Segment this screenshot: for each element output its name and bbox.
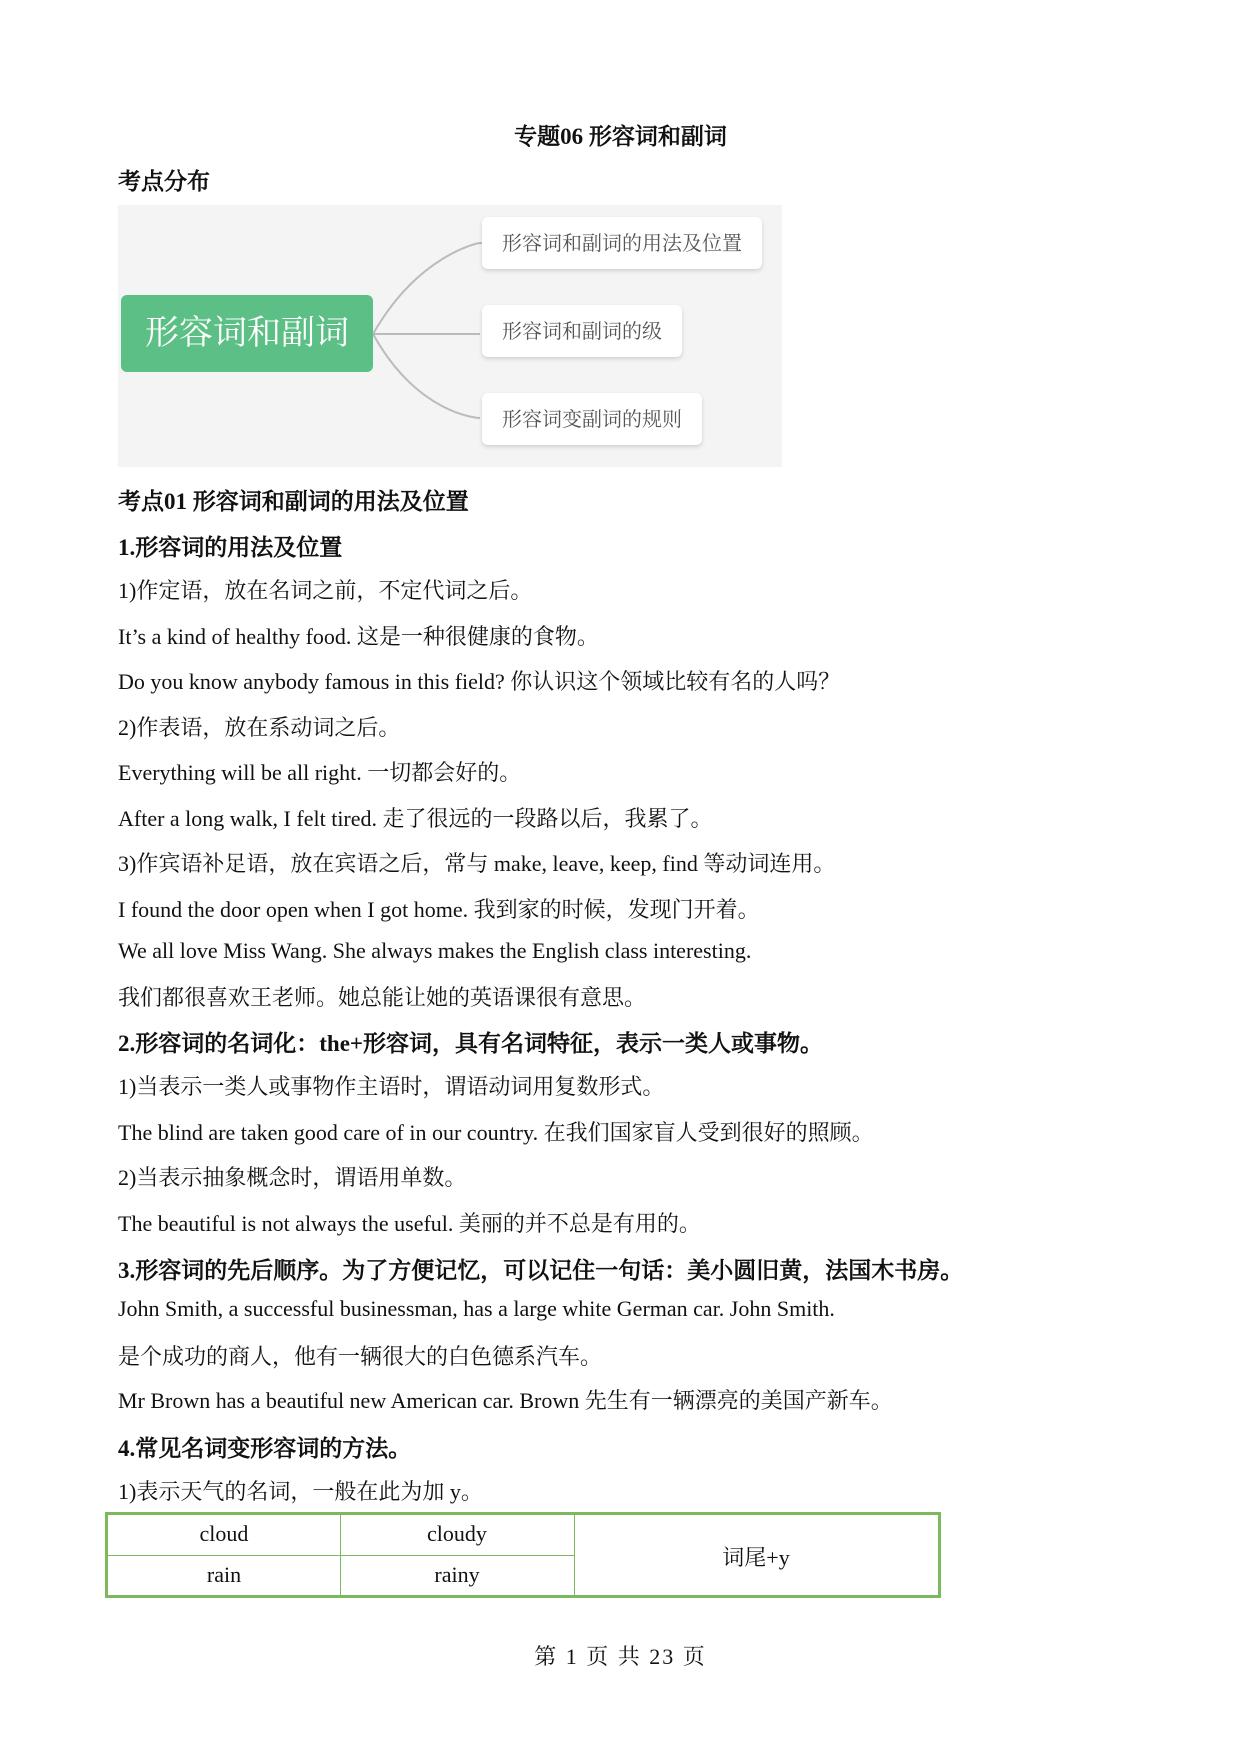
text-line: 1)当表示一类人或事物作主语时，谓语动词用复数形式。 [118,1074,665,1099]
example-line: Everything will be all right. 一切都会好的。 [118,760,522,785]
rule-table [105,1512,941,1598]
text-line: 2)当表示抽象概念时，谓语用单数。 [118,1165,467,1190]
mind-map-leaf: 形容词和副词的用法及位置 [482,217,762,269]
topic-heading: 考点01 形容词和副词的用法及位置 [118,489,469,514]
table-divider [108,1555,574,1556]
text-line: 3)作宾语补足语，放在宾语之后，常与 make, leave, keep, find 等动词连用。 [118,851,836,876]
example-line: Do you know anybody famous in this field? 你认识这个领域比较有名的人吗？ [118,669,841,694]
example-line: 是个成功的商人，他有一辆很大的白色德系汽车。 [118,1344,603,1369]
text-line: 1)作定语，放在名词之前，不定代词之后。 [118,578,533,603]
example-line: John Smith, a successful businessman, has a large white German car. John Smith. [118,1296,835,1321]
subheading: 1.形容词的用法及位置 [118,535,343,560]
example-line: It’s a kind of healthy food. 这是一种很健康的食物。 [118,624,599,649]
subheading: 4.常见名词变形容词的方法。 [118,1436,412,1461]
mind-map-leaf: 形容词变副词的规则 [482,393,702,445]
text-line: 1)表示天气的名词，一般在此为加 y。 [118,1479,483,1504]
subheading: 2.形容词的名词化：the+形容词，具有名词特征，表示一类人或事物。 [118,1031,824,1056]
table-cell: cloud [199,1521,249,1546]
example-line: We all love Miss Wang. She always makes the English class interesting. [118,938,752,963]
example-line: 我们都很喜欢王老师。她总能让她的英语课很有意思。 [118,985,647,1010]
section-heading: 考点分布 [118,169,210,194]
text-line: 2)作表语，放在系动词之后。 [118,715,401,740]
subheading: 3.形容词的先后顺序。为了方便记忆，可以记住一句话：美小圆旧黄，法国木书房。 [118,1258,964,1283]
example-line: I found the door open when I got home. 我到家的时候，发现门开着。 [118,897,760,922]
mind-map [118,205,782,467]
table-cell: rain [206,1562,242,1587]
table-cell: rainy [434,1562,480,1587]
example-line: The beautiful is not always the useful. 美丽的并不总是有用的。 [118,1211,701,1236]
example-line: Mr Brown has a beautiful new American car. Brown 先生有一辆漂亮的美国产新车。 [118,1388,893,1413]
page-title: 专题06 形容词和副词 [514,124,727,149]
mind-map-leaf: 形容词和副词的级 [482,305,682,357]
mind-map-root: 形容词和副词 [121,295,373,372]
example-line: The blind are taken good care of in our country. 在我们国家盲人受到很好的照顾。 [118,1120,874,1145]
example-line: After a long walk, I felt tired. 走了很远的一段路以后，我累了。 [118,806,713,831]
page-footer: 第 1 页 共 23 页 [534,1644,707,1669]
table-cell: cloudy [427,1521,487,1546]
table-rule-cell: 词尾+y [722,1545,790,1570]
